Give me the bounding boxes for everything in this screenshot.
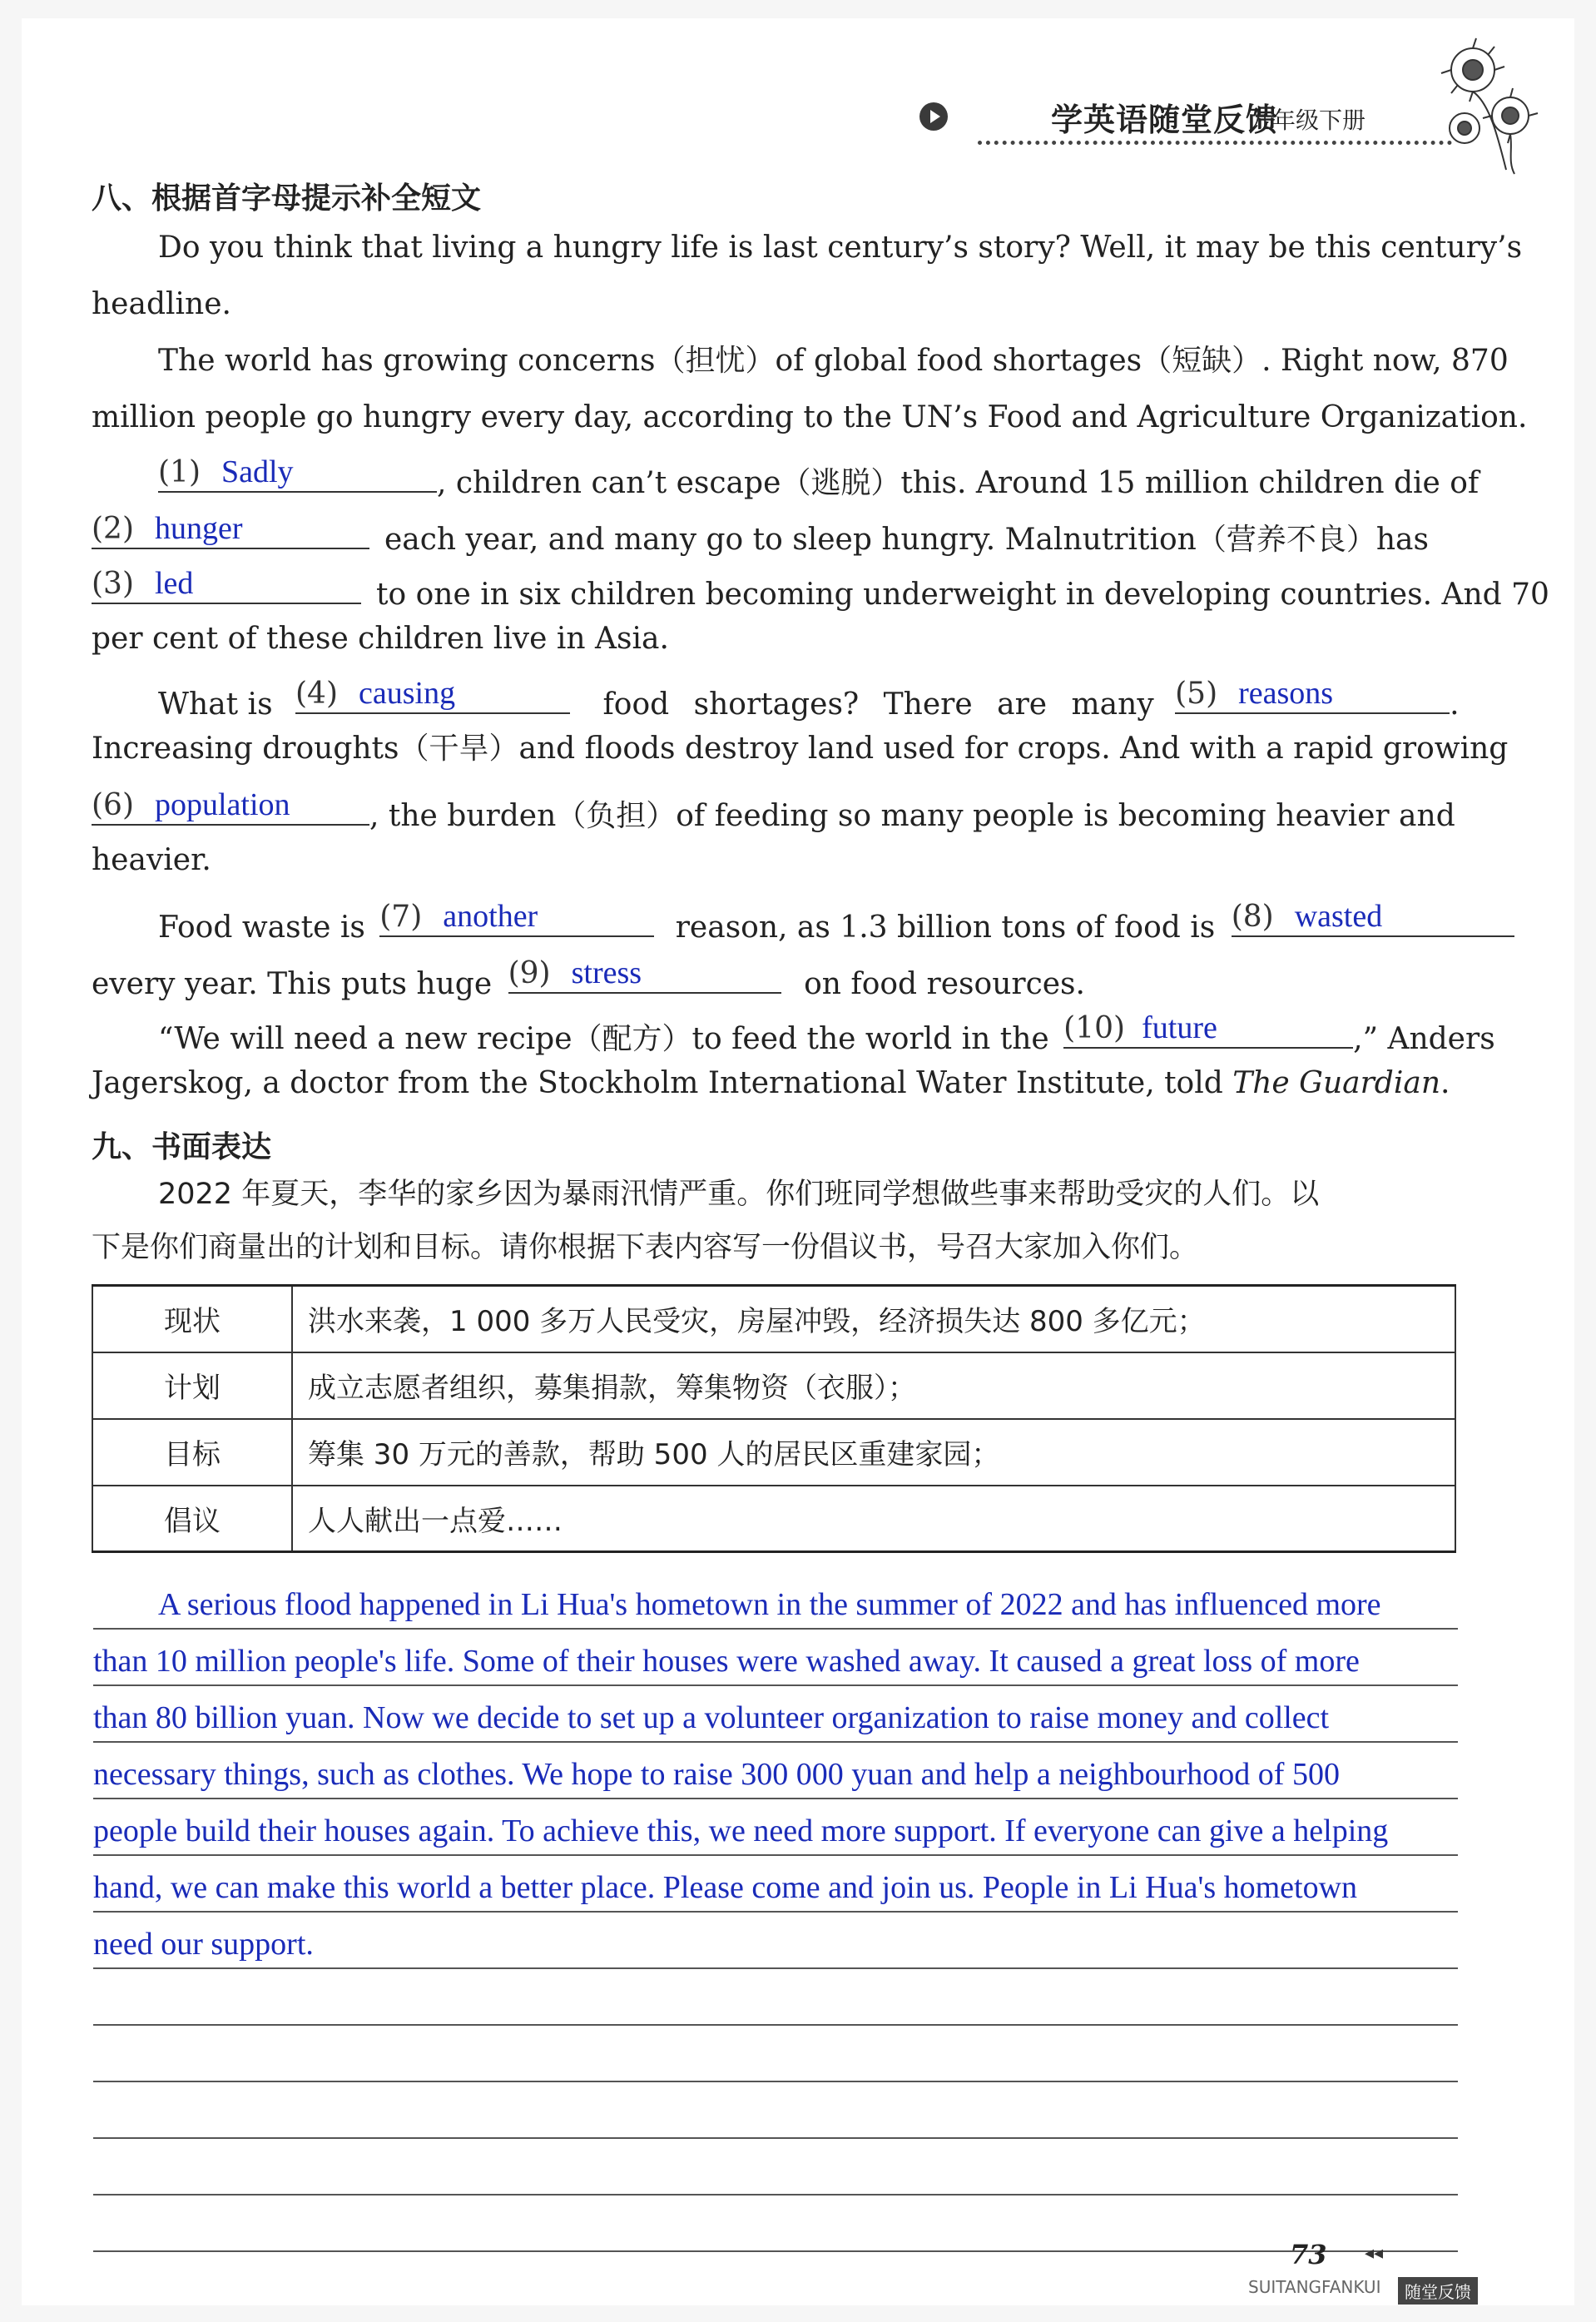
p3-line-3 — [92, 568, 1549, 610]
p4-line-4: heavier. — [92, 843, 211, 877]
table-row — [92, 1286, 1455, 1352]
blank-6-answer: population — [155, 787, 290, 822]
p3-line-1 — [158, 456, 1479, 499]
book-subtitle: 九年级下册 — [1249, 107, 1366, 134]
table-value: 洪水来袭，1 000 多万人民受灾，房屋冲毁，经济损失达 800 多亿元； — [292, 1286, 1455, 1352]
essay-line-2: than 10 million people's life. Some of their houses were washed away. It caused a great loss of more — [93, 1644, 1360, 1679]
table-row — [92, 1352, 1455, 1419]
p3-line-4: per cent of these children live in Asia. — [92, 622, 669, 656]
blank-3[interactable] — [92, 568, 361, 604]
blank-4-answer: causing — [359, 676, 456, 711]
p4-line-3-text: , the burden（负担）of feeding so many people is becoming heavier and — [369, 799, 1455, 833]
p2-line-2: million people go hungry every day, according to the UN’s Food and Agriculture Organization. — [92, 400, 1528, 434]
p4-line-2: Increasing droughts（干旱）and floods destroy land used for crops. And with a rapid growing — [92, 732, 1509, 766]
p5-line-1 — [158, 901, 1514, 943]
p1-line-1: Do you think that living a hungry life is last century’s story? Well, it may be this century’s — [158, 231, 1523, 265]
blank-5[interactable] — [1175, 677, 1450, 714]
p3-line-2-text: each year, and many go to sleep hungry. Malnutrition（营养不良）has — [384, 523, 1429, 557]
p2-line-1: The world has growing concerns（担忧）of global food shortages（短缺）. Right now, 870 — [158, 344, 1509, 378]
p6-line-1-b: ,” Anders — [1353, 1022, 1495, 1056]
page-arrow-icon: ◂◂ — [1365, 2243, 1384, 2264]
p5-line-2 — [92, 957, 1085, 1000]
section-9-intro-line-2: 下是你们商量出的计划和目标。请你根据下表内容写一份倡议书，号召大家加入你们。 — [92, 1231, 1199, 1264]
essay-line-5: people build their houses again. To achieve this, we need more support. If everyone can give a helping — [93, 1813, 1389, 1848]
table-row — [92, 1486, 1455, 1552]
p4-line-1-b: food shortages? There are many — [602, 687, 1154, 722]
writing-line[interactable] — [93, 2204, 1458, 2252]
newspaper-title: The Guardian — [1232, 1066, 1441, 1100]
p3-line-1-text: , children can’t escape（逃脱）this. Around 15 million children die of — [437, 466, 1480, 500]
blank-9-number: (9) — [508, 956, 551, 990]
blank-7-number: (7) — [379, 900, 423, 934]
blank-6[interactable] — [92, 789, 369, 826]
writing-line[interactable] — [93, 2091, 1458, 2139]
blank-2-answer: hunger — [155, 511, 243, 546]
blank-9[interactable] — [508, 957, 781, 994]
blank-3-answer: led — [155, 566, 194, 601]
play-icon — [919, 102, 948, 131]
footer-brand-en: SUITANGFANKUI — [1248, 2277, 1381, 2297]
p6-line-2-c: . — [1440, 1066, 1450, 1100]
blank-1-answer: Sadly — [221, 454, 294, 489]
blank-5-number: (5) — [1175, 677, 1218, 711]
flower-decoration-icon — [1415, 37, 1556, 178]
blank-4[interactable] — [295, 677, 570, 714]
blank-8-number: (8) — [1231, 900, 1274, 934]
table-value: 成立志愿者组织，募集捐款，筹集物资（衣服）； — [292, 1352, 1455, 1419]
blank-6-number: (6) — [92, 788, 134, 822]
table-value: 人人献出一点爱…… — [292, 1486, 1455, 1552]
p5-line-2-b: on food resources. — [804, 967, 1085, 1001]
p5-line-1-b: reason, as 1.3 billion tons of food is — [675, 910, 1216, 945]
blank-8[interactable] — [1232, 901, 1514, 937]
p5-line-2-a: every year. This puts huge — [92, 967, 493, 1001]
table-key: 倡议 — [92, 1486, 292, 1552]
p6-line-1-a: “We will need a new recipe（配方）to feed the world in the — [158, 1022, 1049, 1056]
p3-line-3-text: to one in six children becoming underweight in developing countries. And 70 — [376, 578, 1549, 612]
blank-5-answer: reasons — [1238, 676, 1334, 711]
p4-line-3 — [92, 789, 1455, 831]
writing-line[interactable] — [93, 2147, 1458, 2195]
table-key: 计划 — [92, 1352, 292, 1419]
p5-line-1-a: Food waste is — [158, 910, 365, 945]
blank-9-answer: stress — [571, 955, 642, 990]
table-row — [92, 1419, 1455, 1486]
header-dotted-rule — [978, 141, 1452, 145]
blank-4-number: (4) — [295, 677, 339, 711]
blank-2-number: (2) — [92, 512, 134, 546]
plan-table — [92, 1284, 1456, 1553]
table-key: 现状 — [92, 1286, 292, 1352]
writing-line[interactable] — [93, 2034, 1458, 2082]
p4-line-1: What is (4) causing food shortages? There are many (5) reasons . — [158, 676, 1460, 722]
blank-1-number: (1) — [158, 455, 201, 489]
section-9-intro-line-1: 2022 年夏天，李华的家乡因为暴雨汛情严重。你们班同学想做些事来帮助受灾的人们。以 — [158, 1178, 1320, 1211]
essay-line-7: need our support. — [93, 1927, 314, 1962]
p1-line-2: headline. — [92, 287, 231, 321]
p6-line-1 — [158, 1012, 1495, 1054]
table-value: 筹集 30 万元的善款，帮助 500 人的居民区重建家园； — [292, 1419, 1455, 1486]
p4-line-1-a: What is — [158, 687, 273, 722]
section-9-title: 九、书面表达 — [92, 1130, 272, 1164]
blank-2[interactable] — [92, 513, 369, 549]
footer-brand-cn: 随堂反馈 — [1398, 2277, 1478, 2305]
writing-line[interactable] — [93, 1977, 1458, 2026]
page-number: 73 — [1290, 2239, 1327, 2270]
blank-7-answer: another — [443, 899, 538, 934]
essay-line-1: A serious flood happened in Li Hua's hometown in the summer of 2022 and has influenced more — [158, 1587, 1381, 1622]
essay-line-4: necessary things, such as clothes. We hope to raise 300 000 yuan and help a neighbourhood of 500 — [93, 1757, 1340, 1792]
table-key: 目标 — [92, 1419, 292, 1486]
p3-line-2 — [92, 513, 1429, 555]
p6-line-2-a: Jagerskog, a doctor from the Stockholm International Water Institute, told — [92, 1066, 1223, 1100]
essay-line-6: hand, we can make this world a better place. Please come and join us. People in Li Hua's hometown — [93, 1870, 1358, 1905]
book-title: 学英语随堂反馈 — [1051, 102, 1279, 138]
p6-line-2 — [92, 1066, 1450, 1100]
blank-8-answer: wasted — [1294, 899, 1383, 934]
essay-line-3: than 80 billion yuan. Now we decide to set up a volunteer organization to raise money and collect — [93, 1700, 1330, 1735]
blank-3-number: (3) — [92, 567, 134, 601]
blank-1[interactable] — [158, 456, 437, 493]
blank-7[interactable] — [379, 901, 654, 937]
blank-10[interactable] — [1063, 1012, 1353, 1049]
section-8-title: 八、根据首字母提示补全短文 — [92, 181, 482, 216]
footer-brand — [1248, 2277, 1498, 2300]
blank-10-number: (10) — [1063, 1011, 1126, 1045]
blank-10-answer: future — [1142, 1010, 1217, 1045]
